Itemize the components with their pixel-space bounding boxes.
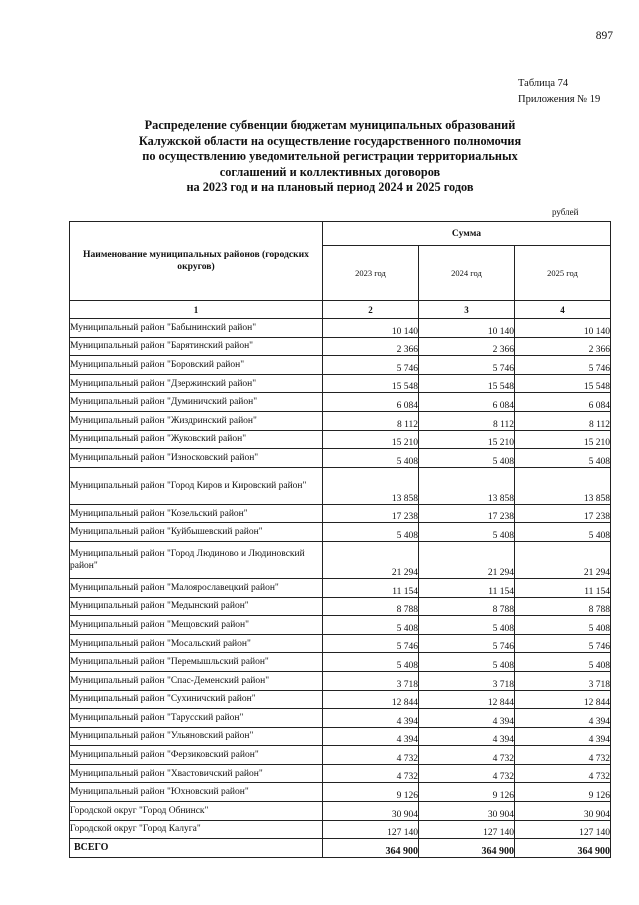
- amount-2023: 5 408: [323, 449, 419, 468]
- municipality-name: Муниципальный район "Жуковский район": [70, 430, 323, 449]
- amount-2025: 4 394: [515, 709, 611, 728]
- table-row: [70, 337, 611, 356]
- title-line: по осуществлению уведомительной регистрации территориальных: [142, 149, 518, 163]
- municipality-name: Муниципальный район "Боровский район": [70, 356, 323, 375]
- municipality-name: Муниципальный район "Город Киров и Кировский район": [70, 467, 323, 504]
- amount-2024: 3 718: [419, 671, 515, 690]
- table-row: [70, 578, 611, 597]
- amount-2024: 5 408: [419, 449, 515, 468]
- page-number: 897: [595, 30, 613, 42]
- municipality-name: Муниципальный район "Спас-Деменский район": [70, 671, 323, 690]
- municipality-name: Муниципальный район "Тарусский район": [70, 709, 323, 728]
- amount-2025: 11 154: [515, 578, 611, 597]
- amount-2025: 5 746: [515, 356, 611, 375]
- amount-2024: 4 732: [419, 746, 515, 765]
- municipality-name: Муниципальный район "Медынский район": [70, 597, 323, 616]
- header-year-2025: 2025 год: [515, 245, 611, 300]
- amount-2023: 13 858: [323, 467, 419, 504]
- amount-2023: 4 732: [323, 764, 419, 783]
- amount-2025: 5 408: [515, 449, 611, 468]
- amount-2025: 5 408: [515, 616, 611, 635]
- amount-2023: 8 788: [323, 597, 419, 616]
- table-row: [70, 783, 611, 802]
- amount-2023: 5 746: [323, 356, 419, 375]
- title-line: соглашений и коллективных договоров: [219, 164, 441, 179]
- amount-2024: 13 858: [419, 467, 515, 504]
- amount-2023: 5 408: [323, 616, 419, 635]
- amount-2023: 30 904: [323, 802, 419, 821]
- table-row: [70, 430, 611, 449]
- amount-2025: 8 112: [515, 411, 611, 430]
- title-line: на 2023 год и на плановый период 2024 и 2025 годов: [186, 180, 474, 194]
- table-row: [70, 449, 611, 468]
- municipality-name: Муниципальный район "Хвастовичский район": [70, 764, 323, 783]
- amount-2023: 10 140: [323, 319, 419, 338]
- table-row: [70, 616, 611, 635]
- column-index: 1: [70, 301, 323, 319]
- municipality-name: Муниципальный район "Износковский район": [70, 449, 323, 468]
- municipality-name: Муниципальный район "Мещовский район": [70, 616, 323, 635]
- amount-2025: 6 084: [515, 393, 611, 412]
- table-row: [70, 764, 611, 783]
- column-index: 4: [515, 301, 611, 319]
- amount-2025: 5 408: [515, 523, 611, 542]
- amount-2025: 12 844: [515, 690, 611, 709]
- amount-2025: 4 732: [515, 746, 611, 765]
- amount-2024: 127 140: [419, 820, 515, 839]
- municipality-name: Муниципальный район "Перемышльский район": [70, 653, 323, 672]
- amount-2024: 5 408: [419, 523, 515, 542]
- document-title: [100, 118, 560, 196]
- municipality-name: Городской округ "Город Обнинск": [70, 802, 323, 821]
- amount-2023: 12 844: [323, 690, 419, 709]
- table-row: [70, 411, 611, 430]
- amount-2024: 30 904: [419, 802, 515, 821]
- amount-2023: 2 366: [323, 337, 419, 356]
- amount-2023: 5 408: [323, 653, 419, 672]
- municipality-name: Муниципальный район "Козельский район": [70, 504, 323, 523]
- amount-2024: 2 366: [419, 337, 515, 356]
- amount-2023: 5 746: [323, 634, 419, 653]
- amount-2025: 5 408: [515, 653, 611, 672]
- municipality-name: Муниципальный район "Юхновский район": [70, 783, 323, 802]
- header-name-column: Наименование муниципальных районов (городских округов): [70, 222, 323, 301]
- amount-2023: 17 238: [323, 504, 419, 523]
- amount-2024: 4 394: [419, 709, 515, 728]
- amount-2024: 8 788: [419, 597, 515, 616]
- amount-2024: 4 732: [419, 764, 515, 783]
- amount-2025: 2 366: [515, 337, 611, 356]
- amount-2025: 9 126: [515, 783, 611, 802]
- municipality-name: Муниципальный район "Мосальский район": [70, 634, 323, 653]
- municipality-name: Городской округ "Город Калуга": [70, 820, 323, 839]
- amount-2023: 11 154: [323, 578, 419, 597]
- amount-2024: 5 408: [419, 616, 515, 635]
- amount-2023: 3 718: [323, 671, 419, 690]
- units-label: рублей: [552, 207, 579, 217]
- subvention-table: [69, 221, 611, 858]
- amount-2025: 21 294: [515, 541, 611, 578]
- amount-2024: 12 844: [419, 690, 515, 709]
- amount-2023: 15 548: [323, 374, 419, 393]
- table-label: Таблица 74: [518, 78, 569, 89]
- total-2025: 364 900: [515, 839, 611, 858]
- amount-2024: 5 408: [419, 653, 515, 672]
- table-row: [70, 671, 611, 690]
- amount-2025: 15 210: [515, 430, 611, 449]
- header-year-2023: 2023 год: [323, 245, 419, 300]
- table-row: [70, 356, 611, 375]
- amount-2023: 4 394: [323, 709, 419, 728]
- amount-2023: 15 210: [323, 430, 419, 449]
- amount-2023: 6 084: [323, 393, 419, 412]
- municipality-name: Муниципальный район "Думиничский район": [70, 393, 323, 412]
- amount-2025: 10 140: [515, 319, 611, 338]
- total-2024: 364 900: [419, 839, 515, 858]
- amount-2024: 4 394: [419, 727, 515, 746]
- amount-2023: 127 140: [323, 820, 419, 839]
- header-year-2024: 2024 год: [419, 245, 515, 300]
- municipality-name: Муниципальный район "Сухиничский район": [70, 690, 323, 709]
- amount-2023: 5 408: [323, 523, 419, 542]
- table-row: [70, 634, 611, 653]
- table-row: [70, 653, 611, 672]
- table-row: [70, 820, 611, 839]
- column-index: 2: [323, 301, 419, 319]
- amount-2024: 15 210: [419, 430, 515, 449]
- amount-2025: 4 732: [515, 764, 611, 783]
- amount-2023: 4 394: [323, 727, 419, 746]
- table-row: [70, 467, 611, 504]
- table-row: [70, 374, 611, 393]
- municipality-name: Муниципальный район "Дзержинский район": [70, 374, 323, 393]
- table-row: [70, 523, 611, 542]
- amount-2024: 6 084: [419, 393, 515, 412]
- municipality-name: Муниципальный район "Жиздринский район": [70, 411, 323, 430]
- municipality-name: Муниципальный район "Город Людиново и Людиновский район": [70, 541, 323, 578]
- header-sum: Сумма: [323, 222, 611, 246]
- municipality-name: Муниципальный район "Ульяновский район": [70, 727, 323, 746]
- table-body: [70, 319, 611, 839]
- municipality-name: Муниципальный район "Барятинский район": [70, 337, 323, 356]
- municipality-name: Муниципальный район "Бабынинский район": [70, 319, 323, 338]
- table-row: [70, 541, 611, 578]
- total-2023: 364 900: [323, 839, 419, 858]
- total-label: ВСЕГО: [70, 839, 323, 858]
- amount-2025: 13 858: [515, 467, 611, 504]
- table-row: [70, 504, 611, 523]
- total-row: [70, 839, 611, 858]
- amount-2025: 3 718: [515, 671, 611, 690]
- table-row: [70, 727, 611, 746]
- amount-2024: 5 746: [419, 356, 515, 375]
- amount-2025: 127 140: [515, 820, 611, 839]
- amount-2025: 30 904: [515, 802, 611, 821]
- table-row: [70, 393, 611, 412]
- amount-2024: 21 294: [419, 541, 515, 578]
- title-line: Калужской области на осуществление государственного полномочия: [138, 133, 522, 148]
- amount-2025: 17 238: [515, 504, 611, 523]
- amount-2023: 4 732: [323, 746, 419, 765]
- amount-2024: 5 746: [419, 634, 515, 653]
- amount-2023: 9 126: [323, 783, 419, 802]
- amount-2024: 9 126: [419, 783, 515, 802]
- amount-2025: 8 788: [515, 597, 611, 616]
- amount-2025: 4 394: [515, 727, 611, 746]
- amount-2024: 15 548: [419, 374, 515, 393]
- amount-2024: 10 140: [419, 319, 515, 338]
- municipality-name: Муниципальный район "Куйбышевский район": [70, 523, 323, 542]
- appendix-label: Приложения № 19: [518, 94, 601, 105]
- amount-2024: 8 112: [419, 411, 515, 430]
- table-row: [70, 746, 611, 765]
- amount-2023: 21 294: [323, 541, 419, 578]
- amount-2023: 8 112: [323, 411, 419, 430]
- amount-2025: 15 548: [515, 374, 611, 393]
- table-row: [70, 709, 611, 728]
- municipality-name: Муниципальный район "Малоярославецкий район": [70, 578, 323, 597]
- municipality-name: Муниципальный район "Ферзиковский район": [70, 746, 323, 765]
- table-row: [70, 319, 611, 338]
- column-index: 3: [419, 301, 515, 319]
- amount-2025: 5 746: [515, 634, 611, 653]
- table-row: [70, 597, 611, 616]
- title-line: Распределение субвенции бюджетам муниципальных образований: [144, 118, 516, 132]
- amount-2024: 11 154: [419, 578, 515, 597]
- table-row: [70, 690, 611, 709]
- table-row: [70, 802, 611, 821]
- amount-2024: 17 238: [419, 504, 515, 523]
